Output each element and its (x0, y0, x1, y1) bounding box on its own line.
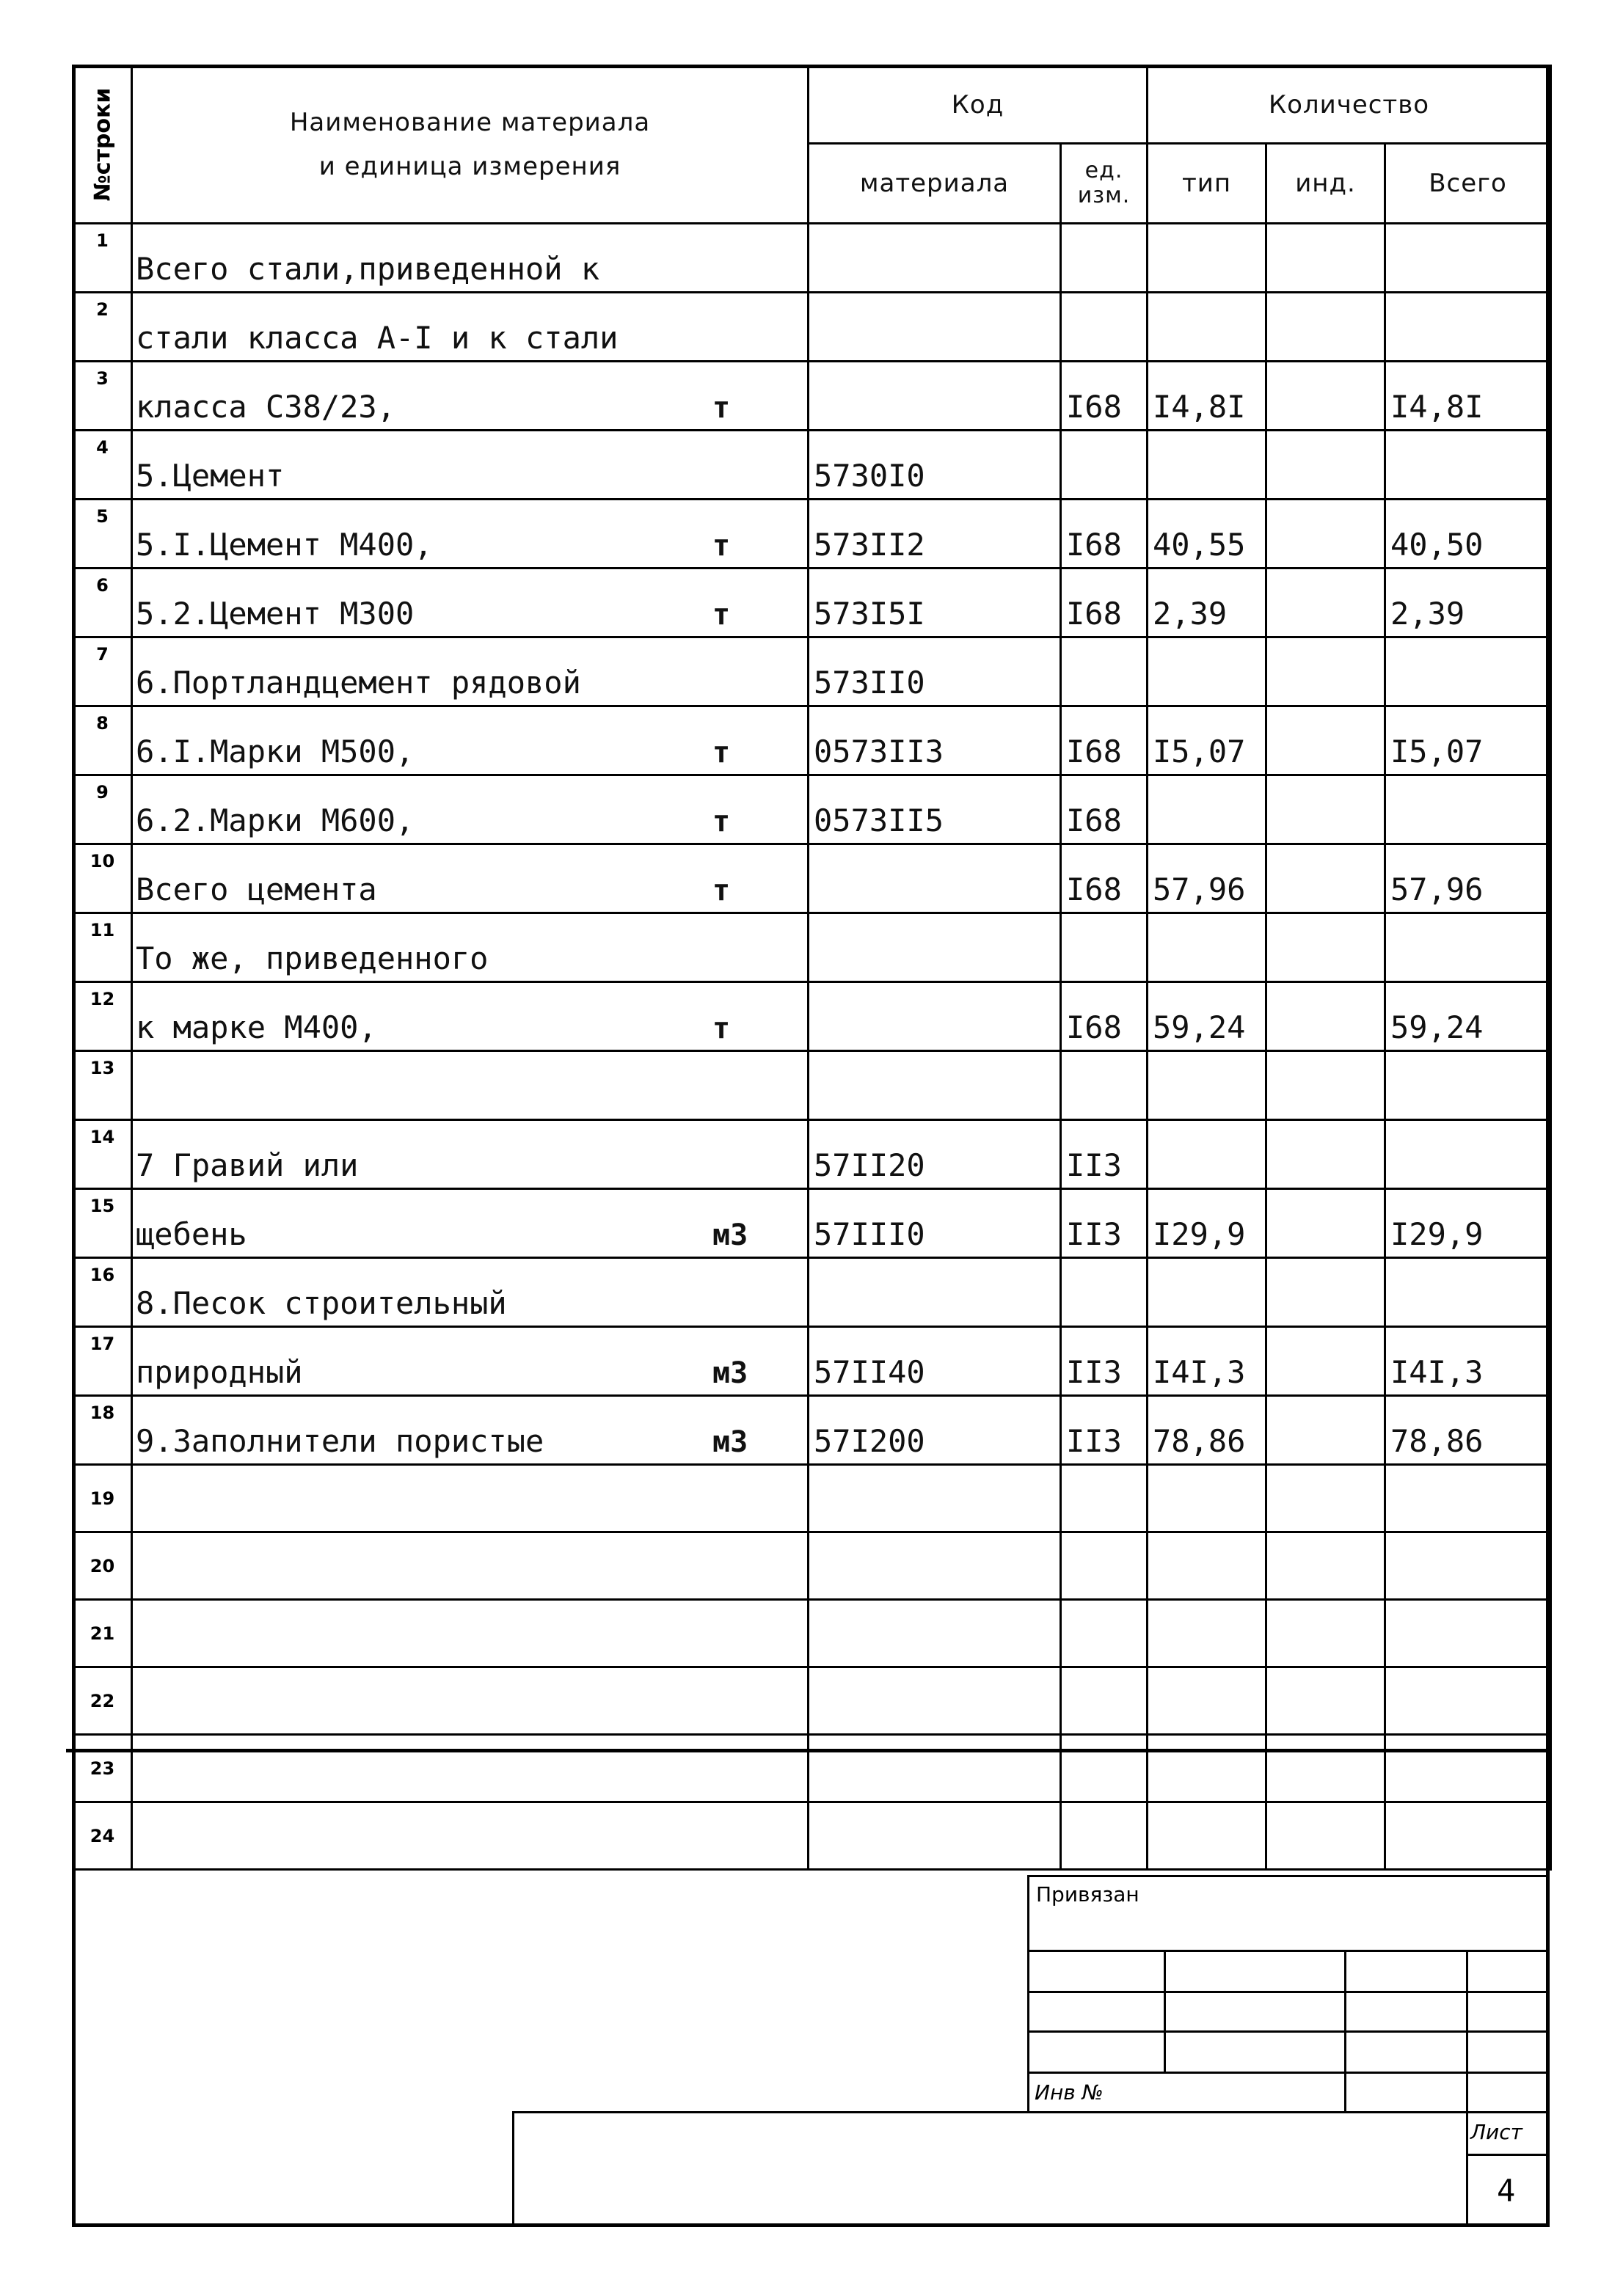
qty-ind (1266, 431, 1385, 500)
material-code: 0573II3 (809, 706, 1061, 775)
qty-type: 2,39 (1148, 568, 1266, 637)
material-code (809, 362, 1061, 431)
material-code: 573I5I (809, 568, 1061, 637)
code-unit-header-line2: изм. (1077, 183, 1131, 208)
qty-type (1148, 637, 1266, 706)
privyazan-box (1027, 1875, 1550, 2111)
unit-code: I68 (1061, 982, 1148, 1051)
row-number: 6 (73, 568, 132, 637)
unit-code: I68 (1061, 844, 1148, 913)
privyazan-label: Привязан (1036, 1882, 1139, 1906)
row-number-header-label: №строки (90, 87, 115, 202)
material-name: 9.Заполнители пористые (136, 1423, 544, 1459)
row-number: 16 (73, 1258, 132, 1327)
unit-code (1061, 1600, 1148, 1667)
table-row (73, 431, 1551, 500)
row-number: 9 (73, 775, 132, 844)
material-code (809, 913, 1061, 982)
qty-ind (1266, 1396, 1385, 1465)
qty-type (1148, 293, 1266, 362)
qty-ind (1266, 844, 1385, 913)
material-name-cell (132, 293, 809, 362)
qty-total: I4,8I (1385, 362, 1551, 431)
unit-code (1061, 224, 1148, 293)
qty-ind (1266, 913, 1385, 982)
material-name-cell (132, 500, 809, 568)
qty-ind (1266, 1258, 1385, 1327)
qty-type (1148, 1735, 1266, 1802)
qty-total (1385, 1051, 1551, 1120)
material-code: 573II2 (809, 500, 1061, 568)
material-code (809, 1600, 1061, 1667)
qty-total: 78,86 (1385, 1396, 1551, 1465)
title-block-line (1027, 1991, 1550, 1993)
material-name-cell (132, 1465, 809, 1532)
title-block-line (1466, 1950, 1468, 2111)
qty-type (1148, 224, 1266, 293)
qty-type: 57,96 (1148, 844, 1266, 913)
table-row (73, 913, 1551, 982)
code-unit-header-line1: ед. (1084, 158, 1123, 183)
material-name: 5.I.Цемент М400, (136, 527, 433, 563)
qty-type (1148, 1051, 1266, 1120)
title-block-line (1027, 1950, 1550, 1952)
material-name: 6.Портландцемент рядовой (136, 665, 581, 701)
measure-unit: т (712, 874, 731, 907)
table-row (73, 1258, 1551, 1327)
qty-ind (1266, 362, 1385, 431)
row-number: 2 (73, 293, 132, 362)
qty-total-header: Всего (1385, 144, 1551, 224)
quantity-group-header: Количество (1148, 66, 1551, 144)
row-number: 10 (73, 844, 132, 913)
material-code: 0573II5 (809, 775, 1061, 844)
row-number: 5 (73, 500, 132, 568)
qty-type (1148, 1258, 1266, 1327)
qty-type (1148, 1802, 1266, 1870)
unit-code: II3 (1061, 1120, 1148, 1189)
qty-type: 78,86 (1148, 1396, 1266, 1465)
table-row (73, 775, 1551, 844)
material-name-cell (132, 1258, 809, 1327)
row-number: 11 (73, 913, 132, 982)
qty-ind (1266, 982, 1385, 1051)
table-row (73, 1327, 1551, 1396)
sheet-label: Лист (1470, 2120, 1522, 2144)
qty-ind (1266, 1189, 1385, 1258)
material-name: 7 Гравий или (136, 1147, 359, 1183)
table-body (73, 224, 1551, 1870)
qty-total (1385, 913, 1551, 982)
material-code: 57III0 (809, 1189, 1061, 1258)
table-row (73, 637, 1551, 706)
table-row (73, 844, 1551, 913)
row-number: 8 (73, 706, 132, 775)
qty-ind (1266, 1327, 1385, 1396)
unit-code (1061, 1051, 1148, 1120)
row-number: 17 (73, 1327, 132, 1396)
row-number-header (73, 66, 132, 224)
qty-ind (1266, 568, 1385, 637)
material-table (72, 65, 1552, 1871)
material-name-cell (132, 1327, 809, 1396)
qty-ind (1266, 637, 1385, 706)
table-row (73, 1802, 1551, 1870)
row-number: 4 (73, 431, 132, 500)
table-row (73, 1051, 1551, 1120)
table-row (73, 1465, 1551, 1532)
qty-type (1148, 1667, 1266, 1735)
material-name: щебень (136, 1216, 247, 1252)
qty-total (1385, 1802, 1551, 1870)
qty-total: I4I,3 (1385, 1327, 1551, 1396)
material-name-cell (132, 1532, 809, 1600)
measure-unit: т (712, 529, 731, 563)
bottom-separator (66, 1749, 1550, 1752)
table-row (73, 1735, 1551, 1802)
unit-code: II3 (1061, 1189, 1148, 1258)
material-name: 6.I.Марки М500, (136, 734, 415, 769)
material-code (809, 1735, 1061, 1802)
material-name-cell (132, 913, 809, 982)
material-code: 57I200 (809, 1396, 1061, 1465)
row-number: 21 (73, 1600, 132, 1667)
qty-total: 57,96 (1385, 844, 1551, 913)
unit-code: II3 (1061, 1396, 1148, 1465)
qty-type (1148, 1600, 1266, 1667)
material-name-cell (132, 1396, 809, 1465)
code-group-header: Код (809, 66, 1148, 144)
material-name-cell (132, 775, 809, 844)
material-name-cell (132, 1802, 809, 1870)
qty-type: I29,9 (1148, 1189, 1266, 1258)
qty-total (1385, 1532, 1551, 1600)
row-number: 12 (73, 982, 132, 1051)
material-code (809, 982, 1061, 1051)
unit-code (1061, 1735, 1148, 1802)
table-row (73, 224, 1551, 293)
unit-code (1061, 1532, 1148, 1600)
material-name-cell (132, 568, 809, 637)
unit-code (1061, 1667, 1148, 1735)
row-number: 15 (73, 1189, 132, 1258)
row-number: 22 (73, 1667, 132, 1735)
material-name-cell (132, 1189, 809, 1258)
measure-unit: т (712, 805, 731, 838)
qty-type (1148, 913, 1266, 982)
qty-total: 40,50 (1385, 500, 1551, 568)
measure-unit: т (712, 391, 731, 425)
material-code: 57II40 (809, 1327, 1061, 1396)
table-row (73, 1600, 1551, 1667)
table-row (73, 568, 1551, 637)
qty-ind (1266, 1667, 1385, 1735)
qty-type (1148, 775, 1266, 844)
material-code (809, 1802, 1061, 1870)
material-code (809, 293, 1061, 362)
unit-code: I68 (1061, 362, 1148, 431)
material-name-cell (132, 844, 809, 913)
qty-total: 2,39 (1385, 568, 1551, 637)
material-name-cell (132, 637, 809, 706)
unit-code: I68 (1061, 706, 1148, 775)
row-number: 23 (73, 1735, 132, 1802)
table-row (73, 1189, 1551, 1258)
qty-type (1148, 1465, 1266, 1532)
qty-total (1385, 1735, 1551, 1802)
unit-code: II3 (1061, 1327, 1148, 1396)
row-number: 24 (73, 1802, 132, 1870)
table-row (73, 1667, 1551, 1735)
row-number: 18 (73, 1396, 132, 1465)
material-name-cell (132, 1735, 809, 1802)
qty-ind (1266, 500, 1385, 568)
qty-ind (1266, 775, 1385, 844)
row-number: 14 (73, 1120, 132, 1189)
qty-ind (1266, 1532, 1385, 1600)
qty-ind (1266, 293, 1385, 362)
qty-type (1148, 431, 1266, 500)
unit-code: I68 (1061, 775, 1148, 844)
qty-total (1385, 1465, 1551, 1532)
material-name-cell (132, 1667, 809, 1735)
material-name: То же, приведенного (136, 940, 489, 976)
unit-code: I68 (1061, 568, 1148, 637)
title-block-line (1027, 2072, 1550, 2074)
material-code (809, 1465, 1061, 1532)
material-name-header-line1: Наименование материала (289, 108, 651, 137)
material-name: природный (136, 1354, 303, 1390)
stamp-box (512, 2111, 1466, 2227)
material-name: класса С38/23, (136, 389, 396, 425)
unit-code (1061, 431, 1148, 500)
unit-code: I68 (1061, 500, 1148, 568)
material-name-cell (132, 431, 809, 500)
code-unit-header (1061, 144, 1148, 224)
row-number: 13 (73, 1051, 132, 1120)
qty-total: I5,07 (1385, 706, 1551, 775)
qty-total (1385, 1600, 1551, 1667)
table-row (73, 982, 1551, 1051)
material-name-cell (132, 362, 809, 431)
code-material-header: материала (809, 144, 1061, 224)
material-code (809, 1667, 1061, 1735)
material-name: 8.Песок строительный (136, 1285, 507, 1321)
unit-code (1061, 1258, 1148, 1327)
qty-total: I29,9 (1385, 1189, 1551, 1258)
row-number: 19 (73, 1465, 132, 1532)
qty-total (1385, 637, 1551, 706)
unit-code (1061, 913, 1148, 982)
row-number: 1 (73, 224, 132, 293)
material-name-cell (132, 706, 809, 775)
qty-type: I4I,3 (1148, 1327, 1266, 1396)
title-block-line (1344, 1950, 1346, 2111)
unit-code (1061, 637, 1148, 706)
measure-unit: т (712, 598, 731, 632)
unit-code (1061, 1802, 1148, 1870)
table-row (73, 362, 1551, 431)
sheet-number: 4 (1497, 2173, 1516, 2209)
row-number: 20 (73, 1532, 132, 1600)
qty-ind (1266, 706, 1385, 775)
qty-total (1385, 1258, 1551, 1327)
material-code: 5730I0 (809, 431, 1061, 500)
qty-total: 59,24 (1385, 982, 1551, 1051)
material-name: 6.2.Марки М600, (136, 802, 415, 838)
material-code (809, 1532, 1061, 1600)
table-row (73, 1396, 1551, 1465)
material-name-cell (132, 1600, 809, 1667)
material-name-header (132, 66, 809, 224)
sheet-label-line (1466, 2154, 1550, 2156)
qty-type-header: тип (1148, 144, 1266, 224)
material-name: стали класса А-I и к стали (136, 320, 619, 356)
row-number: 3 (73, 362, 132, 431)
material-name-cell (132, 982, 809, 1051)
qty-ind (1266, 1735, 1385, 1802)
material-name-cell (132, 1120, 809, 1189)
title-block-line (1027, 2030, 1550, 2033)
material-code (809, 1051, 1061, 1120)
material-name-cell (132, 224, 809, 293)
material-name-cell (132, 1051, 809, 1120)
material-code: 573II0 (809, 637, 1061, 706)
material-name: 5.2.Цемент М300 (136, 596, 415, 632)
table-row (73, 500, 1551, 568)
qty-ind (1266, 1465, 1385, 1532)
material-code (809, 224, 1061, 293)
title-block-line (1164, 1950, 1166, 2072)
qty-total (1385, 293, 1551, 362)
material-code (809, 1258, 1061, 1327)
table-row (73, 706, 1551, 775)
material-code: 57II20 (809, 1120, 1061, 1189)
material-name: Всего цемента (136, 871, 377, 907)
material-name-header-line2: и единица измерения (318, 152, 621, 181)
qty-total (1385, 775, 1551, 844)
unit-code (1061, 1465, 1148, 1532)
table-row (73, 293, 1551, 362)
table-row (73, 1532, 1551, 1600)
qty-total (1385, 224, 1551, 293)
table-row (73, 1120, 1551, 1189)
qty-total (1385, 431, 1551, 500)
measure-unit: м3 (712, 1356, 748, 1390)
qty-total (1385, 1120, 1551, 1189)
measure-unit: м3 (712, 1218, 748, 1252)
qty-type: 59,24 (1148, 982, 1266, 1051)
measure-unit: т (712, 736, 731, 769)
material-name: к марке М400, (136, 1009, 377, 1045)
measure-unit: т (712, 1012, 731, 1045)
unit-code (1061, 293, 1148, 362)
row-number: 7 (73, 637, 132, 706)
material-code (809, 844, 1061, 913)
qty-ind (1266, 1802, 1385, 1870)
qty-type (1148, 1120, 1266, 1189)
qty-total (1385, 1667, 1551, 1735)
qty-type: 40,55 (1148, 500, 1266, 568)
material-name: Всего стали,приведенной к (136, 251, 600, 287)
qty-ind (1266, 224, 1385, 293)
qty-ind (1266, 1051, 1385, 1120)
inv-number-label: Инв № (1035, 2080, 1104, 2105)
qty-type: I5,07 (1148, 706, 1266, 775)
material-name: 5.Цемент (136, 458, 285, 494)
qty-type (1148, 1532, 1266, 1600)
qty-type: I4,8I (1148, 362, 1266, 431)
qty-ind (1266, 1120, 1385, 1189)
measure-unit: м3 (712, 1425, 748, 1459)
qty-ind (1266, 1600, 1385, 1667)
qty-ind-header: инд. (1266, 144, 1385, 224)
